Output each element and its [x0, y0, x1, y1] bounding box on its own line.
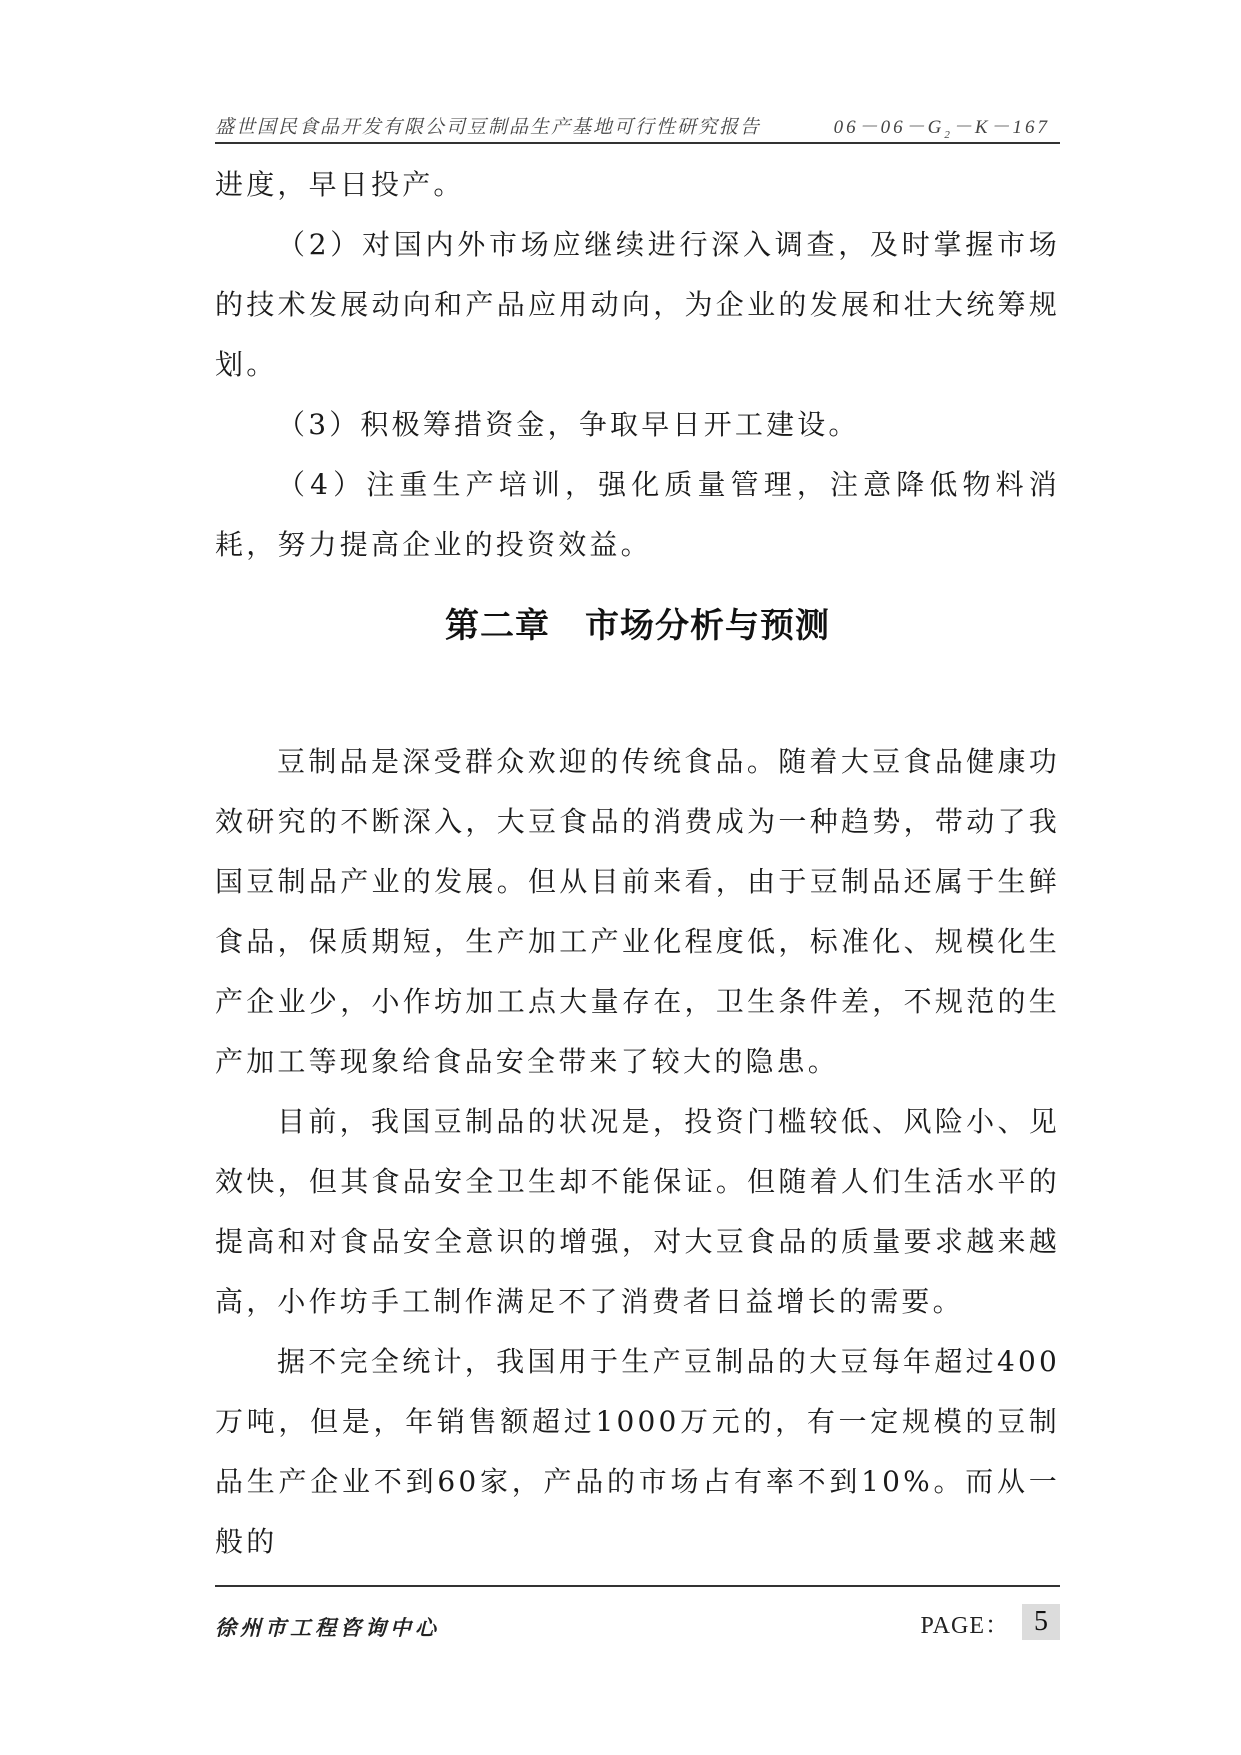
paragraph: 目前，我国豆制品的状况是，投资门槛较低、风险小、见效快，但其食品安全卫生却不能保证。但随着人们生活水平的提高和对食品安全意识的增强，对大豆食品的质量要求越来越高，小作坊手工制作满足不了消费者日益增长的需要。 [215, 1105, 1060, 1318]
page-indicator [921, 1604, 1060, 1640]
code-subscript: 2 [944, 128, 953, 141]
page-label: PAGE： [920, 1612, 1010, 1639]
page-header [215, 110, 1060, 144]
paragraph: 豆制品是深受群众欢迎的传统食品。随着大豆食品健康功效研究的不断深入，大豆食品的消费成为一种趋势，带动了我国豆制品产业的发展。但从目前来看，由于豆制品还属于生鲜食品，保质期短，生产加工产业化程度低，标准化、规模化生产企业少，小作坊加工点大量存在，卫生条件差，不规范的生产加工等现象给食品安全带来了较大的隐患。 [215, 745, 1060, 1078]
footer-organization: 徐州市工程咨询中心 [215, 1615, 440, 1640]
code-prefix: 06－06－G [833, 117, 945, 138]
document-code [834, 112, 1050, 141]
paragraph: （2）对国内外市场应继续进行深入调查，及时掌握市场的技术发展动向和产品应用动向，为企业的发展和壮大统筹规划。 [215, 228, 1060, 381]
code-suffix: －K－167 [952, 117, 1050, 138]
section-1-body [215, 155, 1060, 575]
paragraph: （4）注重生产培训，强化质量管理，注意降低物料消耗，努力提高企业的投资效益。 [215, 468, 1060, 561]
page-number: 5 [1022, 1604, 1060, 1640]
chapter-heading: 第二章 市场分析与预测 [445, 606, 830, 646]
paragraph: 据不完全统计，我国用于生产豆制品的大豆每年超过400万吨，但是，年销售额超过1000万元的，有一定规模的豆制品生产企业不到60家，产品的市场占有率不到10%。而从一般的 [215, 1345, 1060, 1558]
footer-divider [215, 1585, 1060, 1587]
header-title: 盛世国民食品开发有限公司豆制品生产基地可行性研究报告 [215, 116, 762, 138]
section-2-body [215, 732, 1060, 1572]
paragraph: 进度，早日投产。 [215, 168, 465, 201]
paragraph: （3）积极筹措资金，争取早日开工建设。 [277, 408, 860, 441]
